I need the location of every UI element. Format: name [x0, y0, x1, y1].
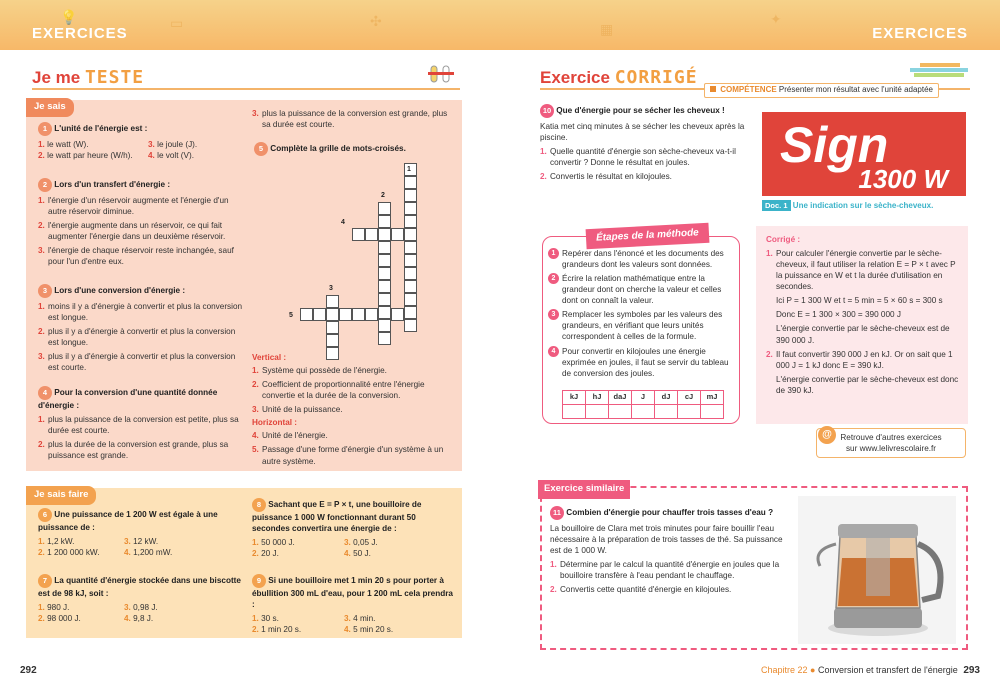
question-2: 2 Lors d'un transfert d'énergie : 1. l'énergie d'un réservoir augmente et l'énergie d'un autre réservoir diminue. 2. l'énergie augmente dans un réservoir, ce qui fait augmenter l'énergie dans un deuxième réservoir. 3. l'énergie de chaque réservoir reste inchangée, sauf pour l'un d'entre eux.	[38, 178, 248, 267]
value-cell	[609, 405, 632, 419]
crossword-cell[interactable]	[404, 254, 417, 267]
step: 1 Repérer dans l'énoncé et les documents des grandeurs dont les valeurs sont données.	[548, 248, 734, 270]
crossword-cell[interactable]	[313, 308, 326, 321]
option[interactable]: 3. l'énergie de chaque réservoir reste inchangée, sauf pour l'un d'entre eux.	[38, 246, 234, 267]
retrouve-box[interactable]: Retrouve d'autres exercices sur www.lelivrescolaire.fr	[816, 428, 966, 458]
crossword-cell[interactable]	[326, 295, 339, 308]
crossword-cell[interactable]	[378, 215, 391, 228]
crossword-cell[interactable]	[404, 189, 417, 202]
option[interactable]: 1. le watt (W).	[38, 140, 89, 149]
crossword-cell[interactable]	[326, 308, 339, 321]
unit-cell: dJ	[655, 391, 678, 405]
unit-cell: cJ	[678, 391, 701, 405]
crossword-cell[interactable]	[326, 321, 339, 334]
option[interactable]: 2. l'énergie augmente dans un réservoir, ce qui fait augmenter l'énergie dans un deuxième réservoir.	[38, 221, 226, 242]
crossword-cell[interactable]	[352, 228, 365, 241]
crossword-cell[interactable]	[404, 306, 417, 319]
question-item: 1. Quelle quantité d'énergie son sèche-cheveux va-t-il convertir ? Donne le résultat en joules.	[540, 147, 736, 168]
option[interactable]: 2. le watt par heure (W/h).	[38, 151, 133, 161]
question-title: L'unité de l'énergie est :	[54, 124, 148, 133]
question-8: 8 Sachant que E = P × t, une bouilloire de puissance 1 000 W fonctionnant durant 50 secondes convertira une énergie de : 1. 50 000 J. 3. 0,05 J. 2. 20 J. 4. 50 J.	[252, 498, 452, 559]
option[interactable]: 3. 4 min.	[344, 614, 376, 624]
option[interactable]: 3. plus la puissance de la conversion est grande, plus sa durée est courte.	[252, 109, 448, 130]
crossword-number: 2	[381, 192, 385, 199]
option[interactable]: 4. 9,8 J.	[124, 614, 154, 624]
corrige-text: Corrigé : 1. Pour calculer l'énergie convertie par le sèche-cheveux, il faut utiliser la relation E = P × t avec P la puissance en W et t la durée d'utilisation en secondes. Ici P = 1 300 W et t = 5 min = 5 × 60 s = 300 s Donc E = 1 300 × 300 = 390 000 J L'énergie convertie par le sèche-cheveux est de 390 000 J. 2. Il faut convertir 390 000 J en kJ. Or on sait que 1 000 J = 1 kJ donc E = 390 kJ. L'énergie convertie par le sèche-cheveux est donc de 390 kJ.	[766, 235, 959, 395]
crossword-cell[interactable]	[378, 293, 391, 306]
crossword-cell[interactable]	[391, 308, 404, 321]
answer-list	[38, 414, 248, 461]
battery-icon: ▭	[170, 15, 184, 31]
step: 4 Pour convertir en kilojoules une énergie exprimée en joules, il faut se servir du tableau de conversion des joules.	[548, 346, 734, 379]
option[interactable]: 2. 1 min 20 s.	[252, 625, 302, 635]
question-4-continued	[252, 108, 452, 130]
crossword-cell[interactable]	[378, 228, 391, 241]
value-cell	[655, 405, 678, 419]
option[interactable]: 2. 20 J.	[252, 549, 279, 559]
clue: 5. Passage d'une forme d'énergie d'un système à un autre système.	[252, 445, 444, 466]
crossword-cell[interactable]	[404, 319, 417, 332]
horizontal-label: Horizontal :	[252, 418, 298, 428]
question-5: 5 Complète la grille de mots-croisés.	[254, 142, 454, 156]
question-3: 3 Lors d'une conversion d'énergie : 1. moins il y a d'énergie à convertir et plus la conversion est longue. 2. plus il y a d'énergie à convertir et plus la conversion est longue. 3. plus il y a d'énergie à convertir et plus la conversion est courte.	[38, 284, 248, 373]
value-cell	[586, 405, 609, 419]
exercise-11: 11 Combien d'énergie pour chauffer trois tasses d'eau ? La bouilloire de Clara met trois minutes pour faire bouillir l'eau nécessaire à la préparation de trois tasses de thé. Sa puissance est de 1 000 W. 1. Détermine par le calcul la quantité d'énergie en joules que la bouilloire transfère à l'eau pendant le chauffage. 2. Convertis cette quantité d'énergie en kilojoules.	[550, 506, 794, 595]
clue: 1. Système qui possède de l'énergie.	[252, 366, 387, 376]
option[interactable]: 1. l'énergie d'un réservoir augmente et l'énergie d'un autre réservoir diminue.	[38, 196, 229, 217]
crossword-number: 4	[341, 219, 345, 226]
step: 3 Remplacer les symboles par les valeurs des grandeurs, en vérifiant que leurs unités correspondent à celles de la formule.	[548, 309, 734, 342]
question-item: 1. Détermine par le calcul la quantité d'énergie en joules que la bouilloire transfère à l'eau pendant le chauffage.	[550, 560, 780, 581]
question-7: 7 La quantité d'énergie stockée dans une biscotte est de 98 kJ, soit : 1. 980 J. 3. 0,98 J. 2. 98 000 J. 4. 9,8 J.	[38, 576, 241, 624]
pencils-icon	[910, 62, 968, 82]
similaire-tab: Exercice similaire	[538, 480, 630, 499]
option[interactable]: 4. 5 min 20 s.	[344, 625, 394, 635]
question-item: 2. Convertis le résultat en kilojoules.	[540, 172, 672, 182]
clue: 3. Unité de la puissance.	[252, 405, 343, 415]
left-title-underline	[32, 88, 460, 90]
option[interactable]: 1. 30 s.	[252, 614, 279, 624]
step: 2 Écrire la relation mathématique entre la grandeur dont on cherche la valeur et celles dont on connaît la valeur.	[548, 273, 734, 306]
question-9: 9 Si une bouilloire met 1 min 20 s pour porter à ébullition 300 mL d'eau, pour 1 200 mL cela prendra : 1. 30 s. 3. 4 min. 2. 1 min 20 s. 4. 5 min 20 s.	[252, 576, 453, 635]
option[interactable]: 4. le volt (V).	[148, 151, 194, 161]
crossword-cell[interactable]	[404, 228, 417, 241]
dot-icon: ●	[810, 665, 816, 675]
solar-panel-icon: ▦	[600, 21, 614, 37]
question-1	[38, 122, 250, 161]
header-right-label: EXERCICES	[872, 25, 968, 42]
crossword-number: 1	[407, 166, 411, 173]
crossword-number: 3	[329, 285, 333, 292]
crossword-cell[interactable]	[378, 306, 391, 319]
crossword-cell[interactable]	[378, 267, 391, 280]
option[interactable]: 2. 98 000 J.	[38, 614, 81, 624]
competence-box: COMPÉTENCE Présenter mon résultat avec l'unité adaptée	[704, 83, 939, 98]
option[interactable]: 1. moins il y a d'énergie à convertir et plus la conversion est longue.	[38, 302, 243, 323]
exercise-10: 10 Que d'énergie pour se sécher les cheveux ! Katia met cinq minutes à se sécher les cheveux après la piscine. 1. Quelle quantité d'énergie son sèche-cheveux va-t-il convertir ? Donne le résultat en joules. 2. Convertis le résultat en kilojoules.	[540, 104, 752, 182]
methode-steps	[548, 248, 734, 379]
crossword-cell[interactable]	[391, 228, 404, 241]
crossword-cell[interactable]	[404, 293, 417, 306]
header-band	[0, 0, 1000, 50]
crossword-cell[interactable]	[404, 280, 417, 293]
option[interactable]: 3. 0,98 J.	[124, 603, 158, 613]
crossword-cell[interactable]	[378, 254, 391, 267]
crossword-cell[interactable]	[365, 228, 378, 241]
question-4: 4 Pour la conversion d'une quantité donnée d'énergie : 1. plus la puissance de la conversion est petite, plus sa durée est courte. 2. plus la durée de la conversion est grande, plus sa puissance est grande.	[38, 386, 248, 461]
methode-badge: Étapes de la méthode	[586, 223, 710, 249]
unit-cell: daJ	[609, 391, 632, 405]
hairdryer-sign-image: Sign 1300 W	[762, 112, 966, 196]
answer-list	[38, 195, 248, 267]
crossword-cell[interactable]	[404, 176, 417, 189]
option[interactable]: 2. plus il y a d'énergie à convertir et plus la conversion est longue.	[38, 327, 236, 348]
option[interactable]: 2. plus la durée de la conversion est grande, plus sa puissance est grande.	[38, 440, 229, 461]
clue: 4. Unité de l'énergie.	[252, 431, 328, 441]
kettle-image	[798, 496, 956, 644]
unit-cell: hJ	[586, 391, 609, 405]
doc-caption: Doc. 1 Une indication sur le sèche-cheveux.	[762, 200, 933, 212]
unit-cell: J	[632, 391, 655, 405]
conversion-table	[562, 390, 724, 419]
value-cell	[632, 405, 655, 419]
option[interactable]: 4. 50 J.	[344, 549, 371, 559]
option[interactable]: 3. le joule (J).	[148, 140, 198, 149]
question-6: 6 Une puissance de 1 200 W est égale à une puissance de : 1. 1,2 kW. 3. 12 kW. 2. 1 200 000 kW. 4. 1,200 mW.	[38, 508, 248, 558]
option[interactable]: 3. 0,05 J.	[344, 538, 378, 548]
crossword-cell[interactable]	[404, 241, 417, 254]
question-number: 1	[38, 122, 52, 136]
crossword-cell[interactable]	[378, 332, 391, 345]
crossword-cell[interactable]	[378, 202, 391, 215]
unit-cell: kJ	[563, 391, 586, 405]
unit-cell: mJ	[701, 391, 724, 405]
crossword-cell[interactable]	[404, 202, 417, 215]
value-cell	[701, 405, 724, 419]
crossword-cell[interactable]	[378, 241, 391, 254]
option[interactable]: 2. 1 200 000 kW.	[38, 548, 100, 558]
crossword-number: 5	[289, 312, 293, 319]
square-icon	[710, 86, 716, 92]
footer-chapter: Chapitre 22 ● Conversion et transfert de l'énergie 293	[761, 665, 980, 676]
vertical-label: Vertical :	[252, 353, 287, 362]
header-left-label: EXERCICES	[32, 25, 128, 42]
option[interactable]: 3. plus il y a d'énergie à convertir et plus la conversion est courte.	[38, 352, 236, 373]
left-page-number: 292	[20, 665, 37, 676]
answer-grid	[38, 139, 250, 161]
crossword-cell[interactable]	[300, 308, 313, 321]
crossword-cell[interactable]	[404, 267, 417, 280]
clue: 2. Coefficient de proportionnalité entre l'énergie convertie et la durée de la conversion.	[252, 380, 425, 401]
question-item: 2. Convertis cette quantité d'énergie en kilojoules.	[550, 585, 732, 595]
option[interactable]: 1. plus la puissance de la conversion est petite, plus sa durée est courte.	[38, 415, 239, 436]
crossword-clues	[252, 352, 452, 467]
je-sais-tab: Je sais	[26, 98, 74, 117]
crossword-cell[interactable]	[404, 215, 417, 228]
option[interactable]: 1. 1,2 kW.	[38, 537, 75, 547]
option[interactable]: 1. 50 000 J.	[252, 538, 295, 548]
crossword-cell[interactable]	[326, 334, 339, 347]
wind-turbine-icon: ✣	[370, 13, 382, 29]
crossword-cell[interactable]	[339, 308, 352, 321]
value-cell	[678, 405, 701, 419]
option[interactable]: 3. 12 kW.	[124, 537, 159, 547]
left-page-title: Je me TESTE	[32, 67, 145, 88]
crossword-cell[interactable]	[378, 319, 391, 332]
je-sais-faire-tab: Je sais faire	[26, 486, 96, 505]
crossword-cell[interactable]	[365, 308, 378, 321]
right-page-title: Exercice CORRIGÉ	[540, 67, 698, 88]
crossword-cell[interactable]	[352, 308, 365, 321]
at-icon: @	[818, 426, 836, 444]
option[interactable]: 1. 980 J.	[38, 603, 70, 613]
crossword-cell[interactable]	[378, 280, 391, 293]
lightbulb-icon: 💡	[60, 9, 78, 25]
value-cell	[563, 405, 586, 419]
option[interactable]: 4. 1,200 mW.	[124, 548, 173, 558]
lamp-icon: ✦	[770, 11, 782, 27]
answer-list	[38, 301, 248, 373]
test-tubes-icon	[428, 58, 454, 86]
right-page-number: 293	[963, 665, 980, 676]
